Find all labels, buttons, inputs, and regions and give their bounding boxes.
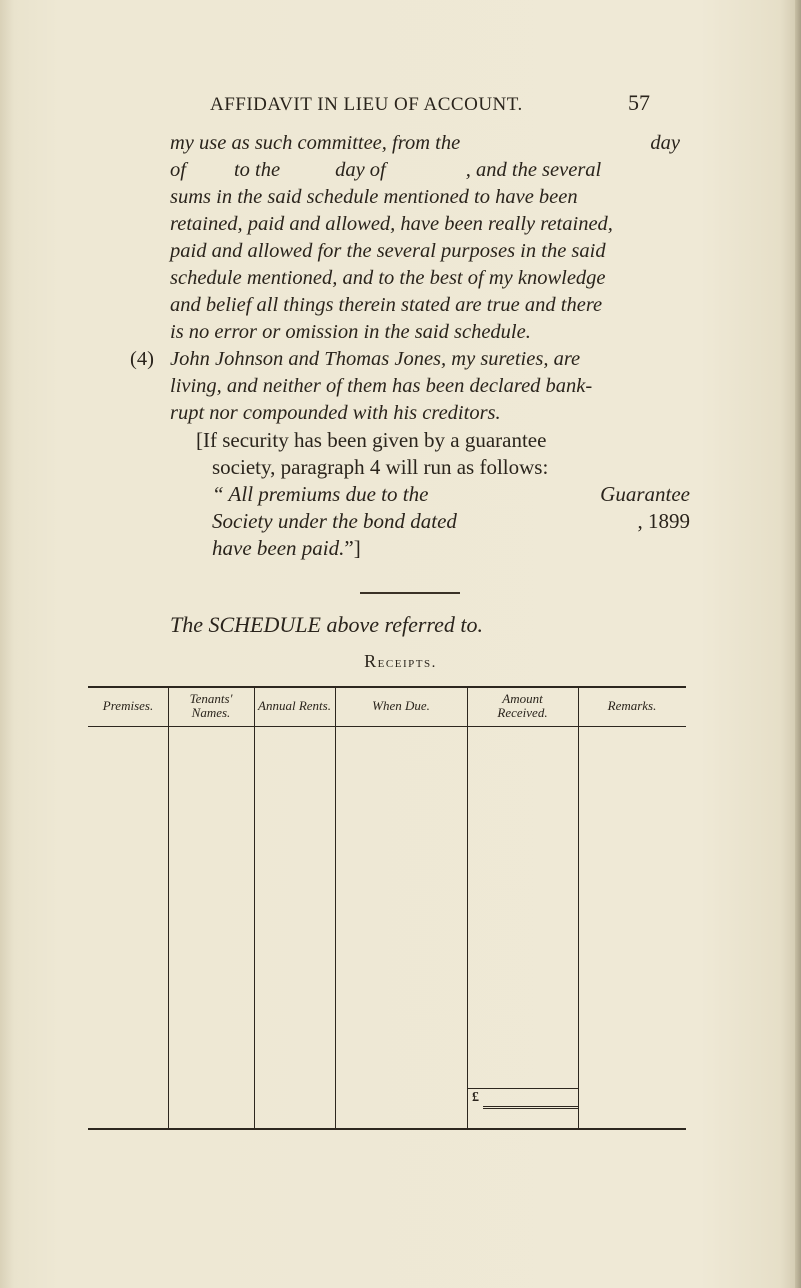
- header-premises: [88, 686, 168, 726]
- receipts-title-initial: R: [364, 651, 378, 671]
- column-divider: [578, 686, 579, 1130]
- text-line: and belief all things therein stated are true and there: [170, 294, 603, 316]
- text-line: [170, 481, 690, 508]
- amount-subtotal-rule: [467, 1088, 578, 1089]
- running-head: AFFIDAVIT IN LIEU OF ACCOUNT.: [210, 94, 523, 115]
- header-label: Remarks.: [607, 698, 657, 713]
- text-line: John Johnson and Thomas Jones, my sureties, are: [170, 348, 581, 370]
- header-label: Amount: [502, 691, 543, 706]
- header-remarks: [578, 686, 686, 726]
- paragraph-4: [130, 346, 690, 427]
- text-line: [170, 535, 690, 562]
- text-line: sums in the said schedule mentioned to have been: [170, 186, 578, 208]
- text-fragment: Society under the bond dated: [212, 509, 457, 533]
- text-fragment: day of: [335, 159, 386, 181]
- text-fragment: to the: [233, 159, 281, 181]
- column-divider: [168, 686, 169, 1130]
- header-label: Premises.: [102, 698, 154, 713]
- column-divider: [335, 686, 336, 1130]
- header-tenants-names: [168, 686, 254, 726]
- text-line: [170, 508, 690, 535]
- paragraph-number: (4): [130, 348, 154, 370]
- receipts-title: [0, 651, 801, 672]
- column-divider: [254, 686, 255, 1130]
- text-line: living, and neither of them has been declared bank-: [170, 375, 593, 397]
- receipts-title-rest: eceipts.: [377, 655, 437, 671]
- receipts-table: [88, 686, 686, 1130]
- page-header: [210, 90, 650, 116]
- text-fragment: “ All premiums due to the: [212, 482, 429, 506]
- header-label: Received.: [497, 705, 548, 720]
- page-edge-shadow: [795, 0, 801, 1288]
- text-line: schedule mentioned, and to the best of my knowledge: [170, 267, 606, 289]
- text-fragment: of: [170, 159, 186, 181]
- guarantee-note: [170, 427, 690, 562]
- page-number: 57: [628, 90, 650, 115]
- pound-sign: £: [472, 1090, 479, 1105]
- text-line: [170, 157, 690, 184]
- section-divider: [360, 592, 460, 594]
- text-line: [170, 130, 690, 157]
- header-amount-received: [467, 686, 578, 726]
- amount-total-double-rule: [483, 1106, 578, 1109]
- text-line: retained, paid and allowed, have been really retained,: [170, 213, 613, 235]
- paragraph-3: [170, 130, 690, 346]
- table-bottom-rule: [88, 1128, 686, 1130]
- text-line: paid and allowed for the several purposes in the said: [170, 240, 606, 262]
- header-label: Names.: [191, 705, 231, 720]
- text-fragment: day: [650, 132, 680, 154]
- text-line: [If security has been given by a guarantee: [196, 428, 547, 452]
- header-label: Annual Rents.: [258, 698, 331, 713]
- header-when-due: [335, 686, 467, 726]
- header-label: Tenants': [189, 691, 233, 706]
- schedule-title: The SCHEDULE above referred to.: [170, 612, 484, 637]
- text-fragment: Guarantee: [600, 482, 690, 506]
- text-fragment: have been paid.: [212, 536, 345, 560]
- text-fragment: , and the several: [465, 159, 602, 181]
- text-line: rupt nor compounded with his creditors.: [170, 402, 501, 424]
- column-divider: [467, 686, 468, 1130]
- text-line: is no error or omission in the said schedule.: [170, 321, 531, 343]
- text-fragment: ”]: [344, 536, 361, 560]
- text-fragment: , 1899: [637, 509, 690, 533]
- table-header-rule: [88, 726, 686, 727]
- header-annual-rents: [254, 686, 335, 726]
- text-line: society, paragraph 4 will run as follows:: [212, 455, 549, 479]
- header-label: When Due.: [372, 698, 430, 713]
- text-fragment: my use as such committee, from the: [170, 132, 461, 154]
- body-text: [130, 130, 690, 562]
